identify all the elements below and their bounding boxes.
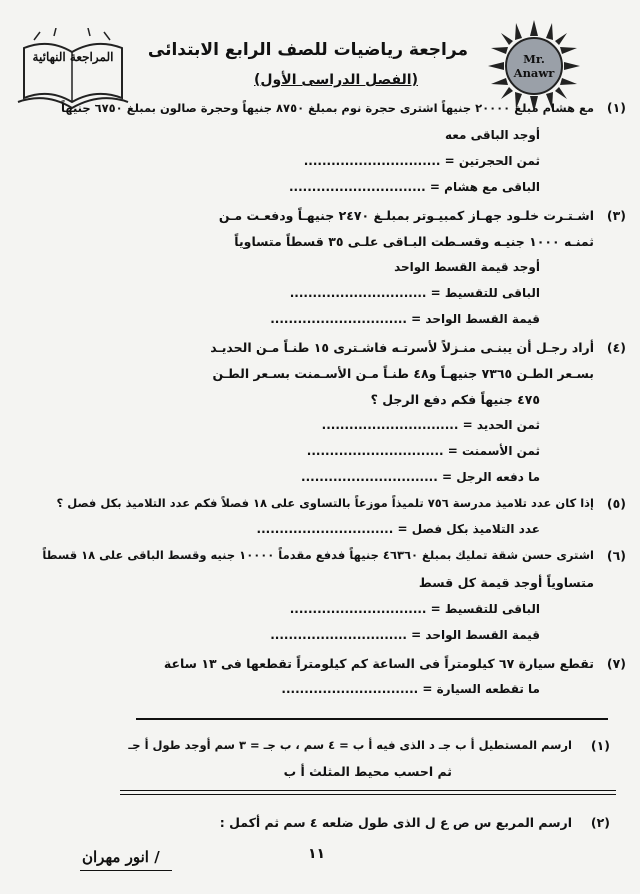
answer-line: الباقى للتقسيط = .............................. bbox=[289, 602, 540, 616]
answer-line: ثمن الحجرتين = .............................. bbox=[303, 154, 540, 168]
question-number: (١) bbox=[590, 738, 610, 753]
question-text: اشـتـرت خلـود جهـاز كمبيـوتر بمبلـغ ٢٤٧٠ جنيهـاً ودفعـت مـن bbox=[218, 208, 594, 223]
question-number: (٢) bbox=[590, 815, 610, 830]
answer-line: ثمن الحديد = .............................. bbox=[321, 418, 540, 432]
logo-name: Anawr bbox=[513, 66, 555, 80]
answer-line: الباقى مع هشام = .............................. bbox=[288, 180, 540, 194]
answer-line: قيمة القسط الواحد = .............................. bbox=[270, 628, 540, 642]
answer-line: عدد التلاميذ بكل فصل = .............................. bbox=[256, 522, 540, 536]
page-title: مراجعة رياضيات للصف الرابع الابتدائى bbox=[147, 40, 468, 60]
answer-line: ما دفعه الرجل = .............................. bbox=[301, 470, 540, 484]
page-number: ١١ bbox=[308, 846, 326, 862]
question-text: بسـعر الطـن ٧٣٦٥ جنيهـاً و٤٨ طنـاً مـن الأسـمنت بسـعر الطـن bbox=[212, 366, 594, 381]
question-number: (٤) bbox=[606, 340, 626, 355]
question-text: تقطع سيارة ٦٧ كيلومتراً فى الساعة كم كيلومتراً تقطعها فى ١٣ ساعة bbox=[163, 656, 594, 671]
answer-line: ما تقطعه السيارة = .............................. bbox=[281, 682, 540, 696]
question-number: (٧) bbox=[606, 656, 626, 671]
question-number: (١) bbox=[606, 100, 626, 115]
section-divider bbox=[136, 718, 608, 720]
answer-line: قيمة القسط الواحد = .............................. bbox=[270, 312, 540, 326]
teacher-signature: / انور مهران bbox=[82, 848, 160, 866]
question-text: ارسم المربع س ص ع ل الذى طول ضلعه ٤ سم ثم أكمل : bbox=[219, 815, 572, 830]
question-text: ٤٧٥ جنيهاً فكم دفع الرجل ؟ bbox=[370, 392, 540, 407]
question-text: أراد رجـل أن يبنـى منـزلاً لأسرتـه فاشـترى ١٥ طنـاً مـن الحديـد bbox=[210, 340, 594, 355]
page-subtitle: (الفصل الدراسى الأول) bbox=[254, 72, 418, 88]
answer-line: الباقى للتقسيط = .............................. bbox=[289, 286, 540, 300]
section-divider bbox=[120, 790, 616, 791]
question-text: ثمنـه ١٠٠٠ جنيـه وقسـطت البـاقى علـى ٣٥ قسطاً متساوياً bbox=[234, 234, 594, 249]
question-text: اشترى حسن شقة تمليك بمبلغ ٤٦٣٦٠ جنيهاً فدفع مقدماً ١٠٠٠٠ جنيه وقسط الباقى على ١٨ قسطاً bbox=[42, 548, 594, 562]
question-text: إذا كان عدد تلاميذ مدرسة ٧٥٦ تلميذاً موزعاً بالتساوى على ١٨ فصلاً فكم عدد التلاميذ بكل فصل ؟ bbox=[56, 496, 594, 510]
answer-line: أوجد الباقى معه bbox=[444, 128, 540, 142]
question-text: متساوياً أوجد قيمة كل قسط bbox=[418, 575, 594, 590]
question-number: (٥) bbox=[606, 496, 626, 511]
answer-line: ثمن الأسمنت = .............................. bbox=[306, 444, 540, 458]
signature-underline bbox=[80, 870, 172, 871]
logo-label-top: المراجعة النهائية bbox=[32, 50, 114, 64]
question-text: مع هشام مبلغ ٢٠٠٠٠ جنيهاً اشترى حجرة نوم بمبلغ ٨٧٥٠ جنيهاً وحجرة صالون بمبلغ ٦٧٥٠ جنيهاً bbox=[61, 101, 594, 115]
section-divider bbox=[120, 794, 616, 795]
sun-logo bbox=[488, 20, 580, 112]
question-text: ارسم المستطيل أ ب جـ د الذى فيه أ ب = ٤ سم ، ب جـ = ٣ سم أوجد طول أ جـ bbox=[128, 738, 572, 752]
question-number: (٦) bbox=[606, 548, 626, 563]
question-text: ثم احسب محيط المثلث أ ب bbox=[283, 764, 452, 779]
logo-mr: Mr. bbox=[523, 52, 545, 66]
question-number: (٣) bbox=[606, 208, 626, 223]
answer-line: أوجد قيمة القسط الواحد bbox=[394, 260, 540, 274]
